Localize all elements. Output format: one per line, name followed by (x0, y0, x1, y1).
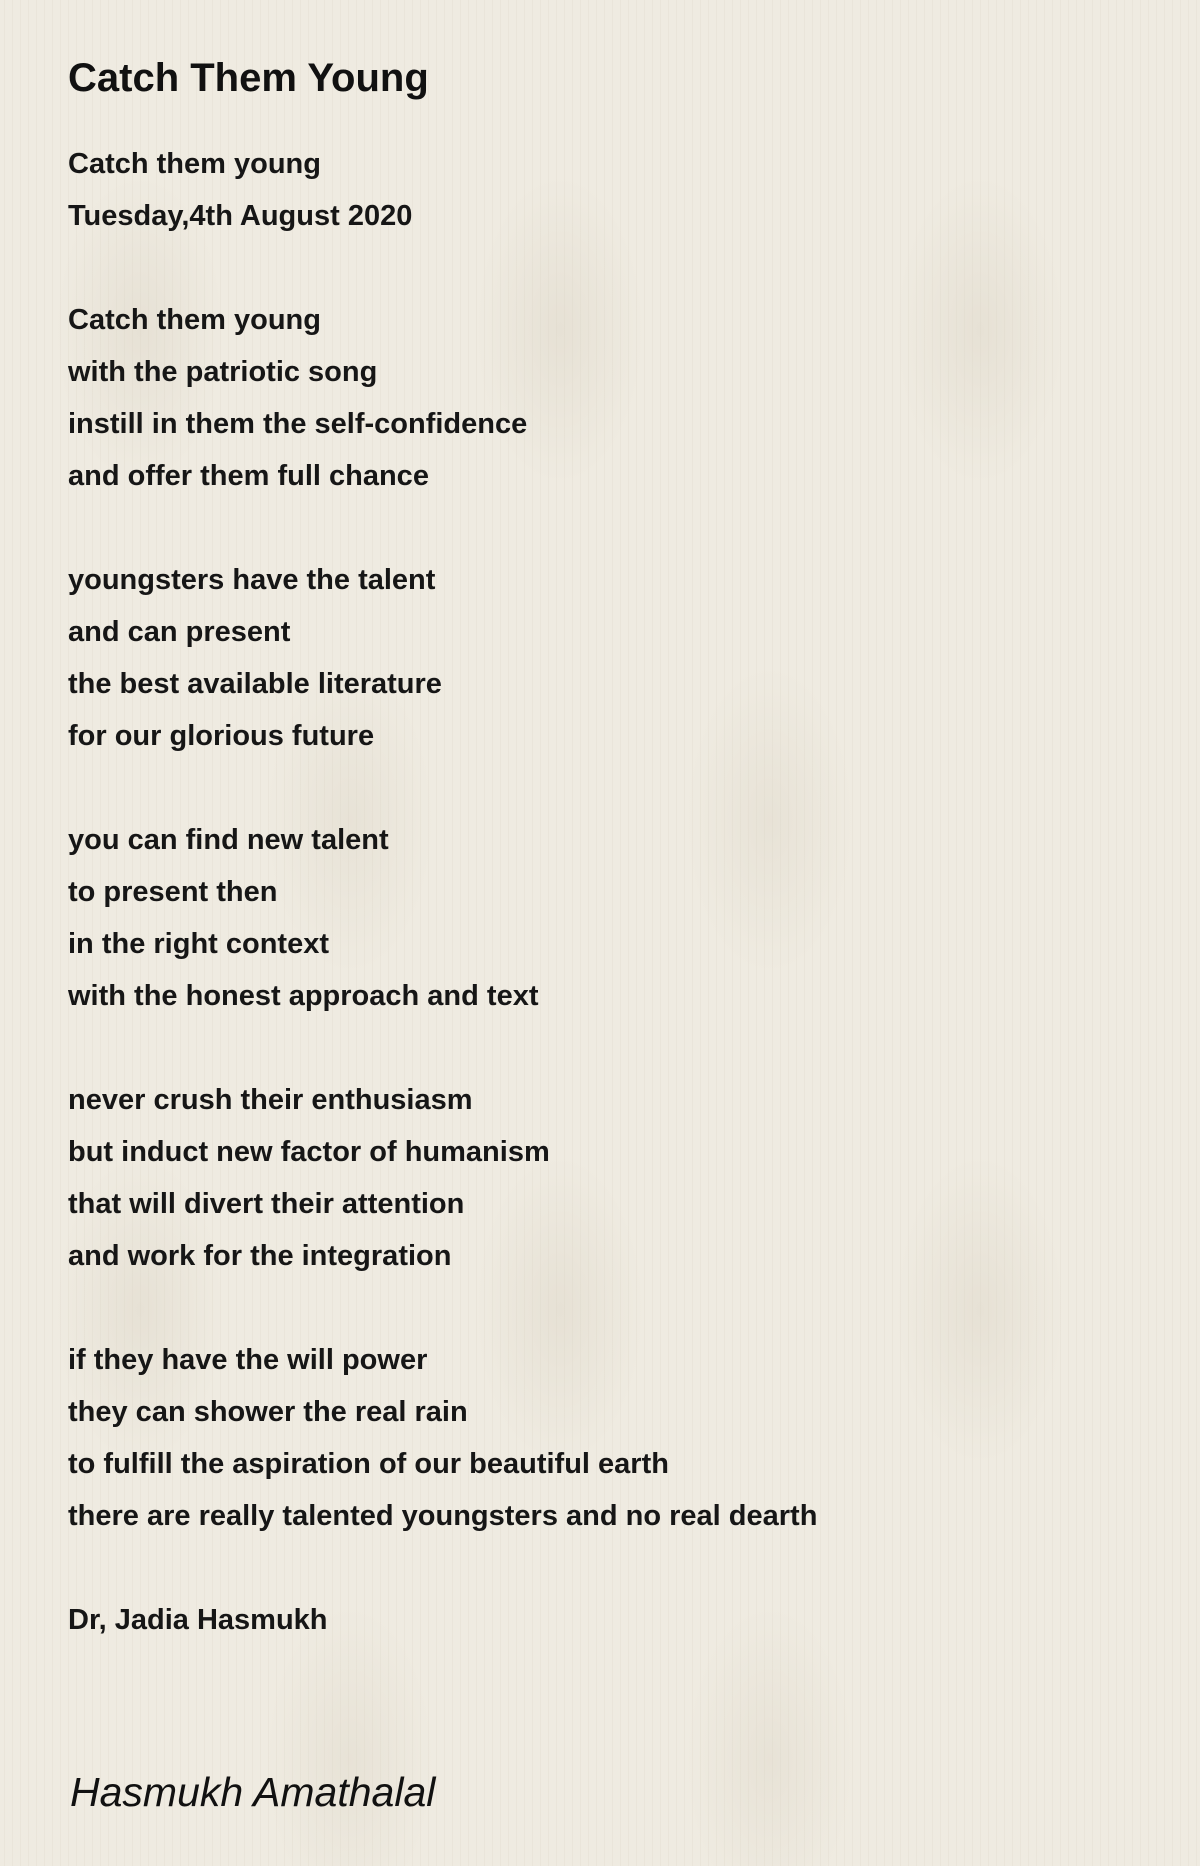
poem-line: Dr, Jadia Hasmukh (68, 1604, 328, 1636)
poem-line: to present then (68, 876, 278, 908)
poem-line: and work for the integration (68, 1240, 452, 1272)
poem-line: you can find new talent (68, 824, 389, 856)
stanza-break (68, 1542, 1148, 1594)
poem-line: never crush their enthusiasm (68, 1084, 473, 1116)
stanza-break (68, 502, 1148, 554)
poem-line: for our glorious future (68, 720, 375, 752)
poem-line: and offer them full chance (68, 460, 429, 492)
stanza-break (68, 1022, 1148, 1074)
stanza-break (68, 242, 1148, 294)
poem-line: Catch them young (68, 148, 321, 180)
poem-line: to fulfill the aspiration of our beautiful earth (68, 1448, 669, 1480)
poem-line: Tuesday,4th August 2020 (68, 200, 413, 232)
poem-line: the best available literature (68, 668, 442, 700)
poem-line: Catch them young (68, 304, 321, 336)
poem-line: there are really talented youngsters and no real dearth (68, 1500, 818, 1532)
poem-line: and can present (68, 616, 291, 648)
poem-line: in the right context (68, 928, 329, 960)
poem-line: instill in them the self-confidence (68, 408, 528, 440)
poem-line: but induct new factor of humanism (68, 1136, 550, 1168)
poem-title: Catch Them Young (68, 56, 429, 100)
poem-body (68, 138, 1148, 1646)
poem-line: they can shower the real rain (68, 1396, 468, 1428)
poem-line: with the patriotic song (68, 356, 378, 388)
poem-line: if they have the will power (68, 1344, 428, 1376)
poem-page (68, 48, 1148, 1646)
poem-line: with the honest approach and text (68, 980, 539, 1012)
stanza-break (68, 1282, 1148, 1334)
author-signature: Hasmukh Amathalal (70, 1769, 436, 1815)
poem-line: that will divert their attention (68, 1188, 465, 1220)
stanza-break (68, 762, 1148, 814)
poem-line: youngsters have the talent (68, 564, 436, 596)
